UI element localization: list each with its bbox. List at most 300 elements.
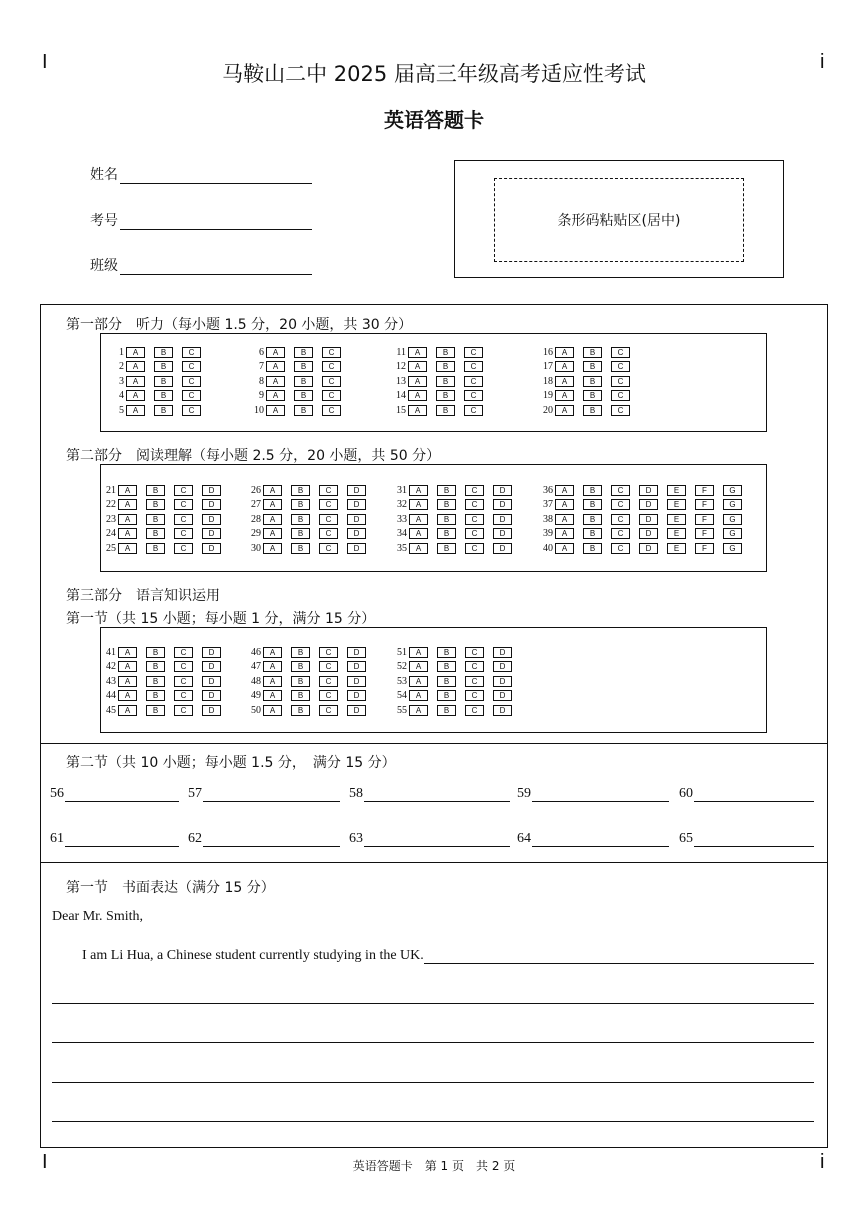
option-bubble-b[interactable]: B	[146, 543, 165, 554]
option-bubble-c[interactable]: C	[611, 528, 630, 539]
listening-question-6	[244, 346, 350, 358]
part3-section1-heading: 第一节（共 15 小题；每小题 1 分，满分 15 分）	[66, 611, 376, 627]
question-number: 42	[106, 661, 116, 672]
option-bubble-d[interactable]: D	[347, 676, 366, 687]
class-label: 班级	[90, 258, 118, 274]
option-bubble-f[interactable]: F	[695, 528, 714, 539]
option-bubble-a[interactable]: A	[555, 361, 574, 372]
reading-question-30	[241, 542, 375, 554]
option-bubble-c[interactable]: C	[465, 705, 484, 716]
option-bubble-g[interactable]: G	[723, 499, 742, 510]
option-bubble-b[interactable]: B	[146, 485, 165, 496]
option-bubble-b[interactable]: B	[154, 361, 173, 372]
option-bubble-b[interactable]: B	[291, 705, 310, 716]
option-bubble-d[interactable]: D	[347, 499, 366, 510]
option-bubble-b[interactable]: B	[154, 376, 173, 387]
option-bubble-a[interactable]: A	[409, 705, 428, 716]
cloze-question-48	[241, 675, 375, 687]
corner-mark-bottom-right: i	[820, 1151, 825, 1173]
option-bubble-b[interactable]: B	[154, 390, 173, 401]
option-bubble-d[interactable]: D	[493, 514, 512, 525]
option-bubble-d[interactable]: D	[347, 661, 366, 672]
option-bubble-e[interactable]: E	[667, 543, 686, 554]
question-number: 23	[106, 513, 116, 525]
option-bubble-b[interactable]: B	[146, 661, 165, 672]
blank-line	[65, 832, 179, 847]
question-number: 9	[259, 390, 264, 401]
question-number: 27	[251, 499, 261, 510]
option-bubble-a[interactable]: A	[263, 514, 282, 525]
option-bubble-d[interactable]: D	[347, 528, 366, 539]
option-bubble-b[interactable]: B	[146, 528, 165, 539]
option-bubble-c[interactable]: C	[611, 347, 630, 358]
option-bubble-b[interactable]: B	[291, 514, 310, 525]
option-bubble-a[interactable]: A	[263, 543, 282, 554]
option-bubble-a[interactable]: A	[118, 647, 137, 658]
option-bubble-c[interactable]: C	[174, 705, 193, 716]
option-bubble-a[interactable]: A	[409, 485, 428, 496]
option-bubble-a[interactable]: A	[266, 405, 285, 416]
question-number: 54	[397, 690, 407, 701]
listening-question-20	[533, 404, 639, 416]
option-bubble-a[interactable]: A	[263, 485, 282, 496]
option-bubble-c[interactable]: C	[611, 514, 630, 525]
option-bubble-c[interactable]: C	[174, 647, 193, 658]
option-bubble-a[interactable]: A	[409, 543, 428, 554]
listening-question-10	[244, 404, 350, 416]
listening-question-17	[533, 361, 639, 373]
option-bubble-c[interactable]: C	[174, 690, 193, 701]
fill-blank-62[interactable]	[188, 831, 340, 847]
name-field[interactable]	[90, 164, 312, 184]
question-number: 10	[254, 404, 264, 416]
writing-line[interactable]	[52, 1042, 814, 1043]
option-bubble-d[interactable]: D	[347, 543, 366, 554]
question-number: 26	[251, 484, 261, 496]
option-bubble-b[interactable]: B	[146, 514, 165, 525]
option-bubble-f[interactable]: F	[695, 543, 714, 554]
option-bubble-d[interactable]: D	[202, 676, 221, 687]
option-bubble-d[interactable]: D	[493, 690, 512, 701]
option-bubble-b[interactable]: B	[291, 647, 310, 658]
option-bubble-a[interactable]: A	[263, 647, 282, 658]
option-bubble-c[interactable]: C	[322, 405, 341, 416]
blank-number: 56	[50, 786, 64, 801]
option-bubble-b[interactable]: B	[154, 347, 173, 358]
option-bubble-b[interactable]: B	[294, 405, 313, 416]
option-bubble-b[interactable]: B	[583, 499, 602, 510]
option-bubble-c[interactable]: C	[174, 528, 193, 539]
writing-line[interactable]	[52, 1003, 814, 1004]
part2-heading: 第二部分 阅读理解（每小题 2.5 分，20 小题，共 50 分）	[66, 448, 441, 464]
option-bubble-b[interactable]: B	[437, 485, 456, 496]
option-bubble-c[interactable]: C	[464, 390, 483, 401]
option-bubble-b[interactable]: B	[146, 647, 165, 658]
fill-blank-57[interactable]	[188, 786, 340, 802]
option-bubble-b[interactable]: B	[146, 705, 165, 716]
option-bubble-b[interactable]: B	[436, 347, 455, 358]
option-bubble-b[interactable]: B	[294, 390, 313, 401]
option-bubble-c[interactable]: C	[465, 543, 484, 554]
option-bubble-a[interactable]: A	[555, 543, 574, 554]
option-bubble-b[interactable]: B	[437, 528, 456, 539]
option-bubble-a[interactable]: A	[126, 405, 145, 416]
option-bubble-a[interactable]: A	[118, 499, 137, 510]
option-bubble-g[interactable]: G	[723, 514, 742, 525]
option-bubble-b[interactable]: B	[437, 543, 456, 554]
fill-blank-61[interactable]	[50, 831, 179, 847]
option-bubble-a[interactable]: A	[266, 390, 285, 401]
option-bubble-c[interactable]: C	[319, 661, 338, 672]
option-bubble-c[interactable]: C	[611, 361, 630, 372]
fill-blank-64[interactable]	[517, 831, 669, 847]
option-bubble-c[interactable]: C	[319, 499, 338, 510]
option-bubble-a[interactable]: A	[408, 390, 427, 401]
option-bubble-a[interactable]: A	[118, 705, 137, 716]
blank-line	[364, 787, 510, 802]
question-number: 16	[543, 346, 553, 358]
option-bubble-g[interactable]: G	[723, 543, 742, 554]
option-bubble-c[interactable]: C	[319, 485, 338, 496]
writing-heading: 第一节 书面表达（满分 15 分）	[66, 880, 275, 896]
divider	[40, 743, 828, 744]
cloze-question-52	[387, 661, 521, 673]
option-bubble-a[interactable]: A	[118, 543, 137, 554]
option-bubble-c[interactable]: C	[611, 543, 630, 554]
option-bubble-b[interactable]: B	[146, 499, 165, 510]
question-number: 33	[397, 513, 407, 525]
question-number: 39	[543, 528, 553, 539]
option-bubble-d[interactable]: D	[347, 705, 366, 716]
option-bubble-d[interactable]: D	[639, 528, 658, 539]
option-bubble-f[interactable]: F	[695, 499, 714, 510]
option-bubble-a[interactable]: A	[266, 361, 285, 372]
option-bubble-f[interactable]: F	[695, 485, 714, 496]
option-bubble-c[interactable]: C	[611, 405, 630, 416]
option-bubble-d[interactable]: D	[493, 661, 512, 672]
listening-question-1	[104, 346, 210, 358]
question-number: 11	[396, 346, 406, 358]
option-bubble-c[interactable]: C	[465, 661, 484, 672]
option-bubble-a[interactable]: A	[266, 376, 285, 387]
part3-section2-heading: 第二节（共 10 小题；每小题 1.5 分， 满分 15 分）	[66, 755, 396, 771]
option-bubble-a[interactable]: A	[409, 647, 428, 658]
option-bubble-c[interactable]: C	[322, 347, 341, 358]
question-number: 49	[251, 690, 261, 701]
class-line	[120, 258, 312, 275]
fill-blank-56[interactable]	[50, 786, 179, 802]
option-bubble-a[interactable]: A	[408, 361, 427, 372]
option-bubble-g[interactable]: G	[723, 528, 742, 539]
option-bubble-d[interactable]: D	[493, 528, 512, 539]
option-bubble-a[interactable]: A	[263, 528, 282, 539]
option-bubble-c[interactable]: C	[319, 705, 338, 716]
reading-question-35	[387, 542, 521, 554]
option-bubble-a[interactable]: A	[555, 528, 574, 539]
option-bubble-c[interactable]: C	[319, 690, 338, 701]
question-number: 29	[251, 528, 261, 539]
option-bubble-e[interactable]: E	[667, 499, 686, 510]
blank-number: 61	[50, 831, 64, 846]
option-bubble-a[interactable]: A	[408, 347, 427, 358]
fill-blank-63[interactable]	[349, 831, 510, 847]
writing-first-line[interactable]	[82, 948, 814, 964]
option-bubble-d[interactable]: D	[493, 676, 512, 687]
option-bubble-b[interactable]: B	[583, 405, 602, 416]
option-bubble-a[interactable]: A	[409, 676, 428, 687]
option-bubble-a[interactable]: A	[555, 405, 574, 416]
option-bubble-b[interactable]: B	[583, 528, 602, 539]
option-bubble-d[interactable]: D	[639, 514, 658, 525]
option-bubble-c[interactable]: C	[174, 676, 193, 687]
question-number: 7	[259, 361, 264, 372]
option-bubble-d[interactable]: D	[639, 543, 658, 554]
listening-question-19	[533, 390, 639, 402]
option-bubble-b[interactable]: B	[437, 499, 456, 510]
option-bubble-c[interactable]: C	[465, 528, 484, 539]
option-bubble-b[interactable]: B	[146, 690, 165, 701]
option-bubble-a[interactable]: A	[118, 528, 137, 539]
option-bubble-d[interactable]: D	[347, 514, 366, 525]
question-number: 15	[396, 404, 406, 416]
option-bubble-c[interactable]: C	[322, 390, 341, 401]
option-bubble-c[interactable]: C	[464, 347, 483, 358]
option-bubble-c[interactable]: C	[465, 647, 484, 658]
option-bubble-b[interactable]: B	[291, 661, 310, 672]
option-bubble-c[interactable]: C	[174, 661, 193, 672]
option-bubble-b[interactable]: B	[583, 361, 602, 372]
listening-question-4	[104, 390, 210, 402]
option-bubble-b[interactable]: B	[146, 676, 165, 687]
option-bubble-a[interactable]: A	[263, 661, 282, 672]
option-bubble-c[interactable]: C	[322, 376, 341, 387]
question-number: 21	[106, 484, 116, 496]
fill-blank-58[interactable]	[349, 786, 510, 802]
question-number: 47	[251, 661, 261, 672]
option-bubble-b[interactable]: B	[436, 405, 455, 416]
option-bubble-b[interactable]: B	[436, 361, 455, 372]
option-bubble-a[interactable]: A	[555, 485, 574, 496]
option-bubble-b[interactable]: B	[436, 376, 455, 387]
option-bubble-b[interactable]: B	[294, 361, 313, 372]
part1-heading: 第一部分 听力（每小题 1.5 分，20 小题，共 30 分）	[66, 317, 413, 333]
option-bubble-b[interactable]: B	[291, 676, 310, 687]
fill-blank-60[interactable]	[679, 786, 814, 802]
option-bubble-f[interactable]: F	[695, 514, 714, 525]
option-bubble-a[interactable]: A	[409, 661, 428, 672]
option-bubble-a[interactable]: A	[126, 347, 145, 358]
option-bubble-c[interactable]: C	[322, 361, 341, 372]
option-bubble-a[interactable]: A	[118, 514, 137, 525]
option-bubble-d[interactable]: D	[202, 514, 221, 525]
name-line	[120, 167, 312, 184]
option-bubble-b[interactable]: B	[437, 514, 456, 525]
option-bubble-b[interactable]: B	[291, 485, 310, 496]
option-bubble-c[interactable]: C	[182, 376, 201, 387]
option-bubble-g[interactable]: G	[723, 485, 742, 496]
question-number: 3	[119, 375, 124, 387]
option-bubble-c[interactable]: C	[464, 376, 483, 387]
option-bubble-d[interactable]: D	[639, 499, 658, 510]
option-bubble-b[interactable]: B	[583, 376, 602, 387]
option-bubble-e[interactable]: E	[667, 528, 686, 539]
option-bubble-d[interactable]: D	[493, 485, 512, 496]
option-bubble-c[interactable]: C	[174, 485, 193, 496]
option-bubble-a[interactable]: A	[263, 705, 282, 716]
question-number: 48	[251, 675, 261, 687]
blank-number: 58	[349, 786, 363, 801]
option-bubble-a[interactable]: A	[118, 690, 137, 701]
corner-mark-top-left: I	[42, 51, 48, 73]
writing-line[interactable]	[52, 1082, 814, 1083]
option-bubble-b[interactable]: B	[154, 405, 173, 416]
option-bubble-c[interactable]: C	[182, 405, 201, 416]
question-number: 35	[397, 542, 407, 554]
option-bubble-c[interactable]: C	[319, 647, 338, 658]
page-footer: 英语答题卡 第 1 页 共 2 页	[352, 1159, 516, 1173]
question-number: 41	[106, 646, 116, 658]
option-bubble-d[interactable]: D	[347, 485, 366, 496]
question-number: 34	[397, 528, 407, 539]
reading-question-27	[241, 499, 375, 511]
option-bubble-a[interactable]: A	[263, 499, 282, 510]
reading-question-22	[96, 499, 230, 511]
question-number: 2	[119, 361, 124, 372]
option-bubble-c[interactable]: C	[465, 514, 484, 525]
option-bubble-d[interactable]: D	[202, 543, 221, 554]
exam-number-label: 考号	[90, 213, 118, 229]
option-bubble-c[interactable]: C	[174, 543, 193, 554]
option-bubble-a[interactable]: A	[555, 347, 574, 358]
option-bubble-a[interactable]: A	[555, 499, 574, 510]
option-bubble-b[interactable]: B	[437, 676, 456, 687]
option-bubble-b[interactable]: B	[294, 347, 313, 358]
option-bubble-d[interactable]: D	[202, 661, 221, 672]
option-bubble-b[interactable]: B	[583, 390, 602, 401]
fill-blank-65[interactable]	[679, 831, 814, 847]
option-bubble-b[interactable]: B	[583, 514, 602, 525]
option-bubble-a[interactable]: A	[118, 661, 137, 672]
option-bubble-d[interactable]: D	[347, 690, 366, 701]
class-field[interactable]	[90, 255, 312, 275]
option-bubble-a[interactable]: A	[409, 528, 428, 539]
option-bubble-c[interactable]: C	[465, 485, 484, 496]
listening-question-18	[533, 375, 639, 387]
option-bubble-d[interactable]: D	[202, 528, 221, 539]
option-bubble-a[interactable]: A	[555, 390, 574, 401]
cloze-question-47	[241, 661, 375, 673]
option-bubble-a[interactable]: A	[408, 405, 427, 416]
exam-number-field[interactable]	[90, 210, 312, 230]
reading-question-24	[96, 528, 230, 540]
option-bubble-c[interactable]: C	[174, 514, 193, 525]
option-bubble-a[interactable]: A	[555, 514, 574, 525]
blank-line	[203, 832, 340, 847]
writing-line[interactable]	[52, 1121, 814, 1122]
option-bubble-a[interactable]: A	[126, 361, 145, 372]
option-bubble-d[interactable]: D	[493, 499, 512, 510]
option-bubble-a[interactable]: A	[409, 690, 428, 701]
option-bubble-a[interactable]: A	[409, 499, 428, 510]
option-bubble-b[interactable]: B	[291, 528, 310, 539]
option-bubble-b[interactable]: B	[437, 647, 456, 658]
option-bubble-d[interactable]: D	[493, 543, 512, 554]
option-bubble-d[interactable]: D	[202, 499, 221, 510]
option-bubble-c[interactable]: C	[174, 499, 193, 510]
option-bubble-c[interactable]: C	[182, 390, 201, 401]
option-bubble-c[interactable]: C	[319, 676, 338, 687]
option-bubble-e[interactable]: E	[667, 485, 686, 496]
option-bubble-a[interactable]: A	[263, 690, 282, 701]
option-bubble-d[interactable]: D	[493, 647, 512, 658]
blank-line	[694, 832, 814, 847]
option-bubble-a[interactable]: A	[408, 376, 427, 387]
option-bubble-c[interactable]: C	[319, 528, 338, 539]
barcode-area[interactable]	[494, 178, 744, 262]
option-bubble-c[interactable]: C	[464, 405, 483, 416]
option-bubble-c[interactable]: C	[465, 499, 484, 510]
letter-opening: I am Li Hua, a Chinese student currently studying in the UK.	[82, 948, 424, 963]
option-bubble-b[interactable]: B	[583, 543, 602, 554]
option-bubble-c[interactable]: C	[465, 676, 484, 687]
option-bubble-a[interactable]: A	[118, 485, 137, 496]
reading-question-33	[387, 513, 521, 525]
option-bubble-a[interactable]: A	[263, 676, 282, 687]
option-bubble-b[interactable]: B	[583, 485, 602, 496]
option-bubble-c[interactable]: C	[319, 514, 338, 525]
option-bubble-d[interactable]: D	[639, 485, 658, 496]
option-bubble-d[interactable]: D	[347, 647, 366, 658]
option-bubble-d[interactable]: D	[202, 690, 221, 701]
option-bubble-a[interactable]: A	[266, 347, 285, 358]
option-bubble-c[interactable]: C	[611, 499, 630, 510]
option-bubble-a[interactable]: A	[118, 676, 137, 687]
option-bubble-c[interactable]: C	[465, 690, 484, 701]
fill-blank-59[interactable]	[517, 786, 669, 802]
question-number: 45	[106, 704, 116, 716]
question-number: 6	[259, 346, 264, 358]
option-bubble-d[interactable]: D	[202, 647, 221, 658]
option-bubble-b[interactable]: B	[291, 499, 310, 510]
option-bubble-d[interactable]: D	[202, 485, 221, 496]
option-bubble-b[interactable]: B	[437, 661, 456, 672]
option-bubble-b[interactable]: B	[291, 543, 310, 554]
listening-question-14	[386, 390, 492, 402]
option-bubble-b[interactable]: B	[291, 690, 310, 701]
option-bubble-c[interactable]: C	[319, 543, 338, 554]
option-bubble-b[interactable]: B	[437, 705, 456, 716]
option-bubble-c[interactable]: C	[464, 361, 483, 372]
option-bubble-a[interactable]: A	[555, 376, 574, 387]
option-bubble-b[interactable]: B	[437, 690, 456, 701]
option-bubble-c[interactable]: C	[182, 361, 201, 372]
option-bubble-d[interactable]: D	[493, 705, 512, 716]
option-bubble-a[interactable]: A	[409, 514, 428, 525]
option-bubble-b[interactable]: B	[436, 390, 455, 401]
option-bubble-c[interactable]: C	[611, 376, 630, 387]
option-bubble-c[interactable]: C	[182, 347, 201, 358]
option-bubble-a[interactable]: A	[126, 390, 145, 401]
option-bubble-b[interactable]: B	[294, 376, 313, 387]
option-bubble-c[interactable]: C	[611, 390, 630, 401]
option-bubble-e[interactable]: E	[667, 514, 686, 525]
cloze-question-42	[96, 661, 230, 673]
option-bubble-b[interactable]: B	[583, 347, 602, 358]
blank-line	[203, 787, 340, 802]
option-bubble-c[interactable]: C	[611, 485, 630, 496]
option-bubble-a[interactable]: A	[126, 376, 145, 387]
option-bubble-d[interactable]: D	[202, 705, 221, 716]
